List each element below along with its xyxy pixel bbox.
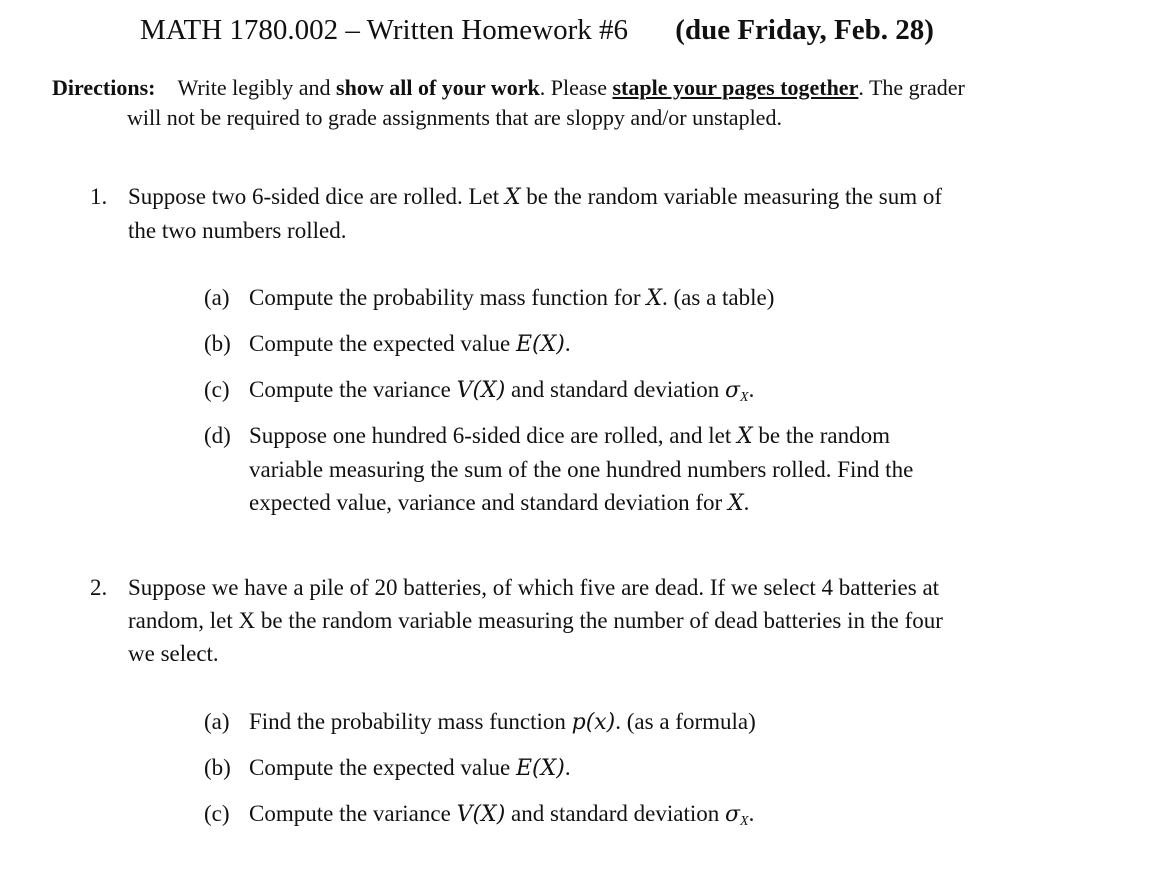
question-1	[90, 180, 1050, 247]
question-line-3: we select.	[128, 641, 219, 666]
subpart-text	[249, 373, 1004, 414]
subpart-line-1a: Suppose one hundred 6-sided dice are rolled, and let	[249, 423, 737, 448]
math-expr: V(X)	[456, 378, 506, 403]
directions-text-1: Write legibly and	[177, 75, 337, 100]
subpart-text-b: .	[748, 377, 755, 402]
subpart-text-b: .	[564, 755, 571, 780]
question-text	[128, 180, 1050, 247]
question-number: 1.	[90, 184, 108, 209]
math-expr: E(X)	[515, 332, 565, 357]
subpart-text	[249, 797, 1004, 838]
math-var: X	[727, 491, 744, 516]
subpart-text-a: Compute the variance	[249, 377, 457, 402]
subpart-text-b: . (as a formula)	[615, 709, 756, 734]
math-expr: X	[646, 286, 662, 311]
subpart-2b	[204, 751, 1004, 797]
question-text-a: Suppose two 6-sided dice are rolled. Let	[128, 184, 505, 209]
subpart-text	[249, 705, 1004, 739]
math-expr: p(x)	[571, 710, 616, 735]
question-line-2: random, let X be the random variable measuring the number of dead batteries in the four	[128, 608, 943, 633]
directions-block	[52, 73, 1052, 133]
question-line-1: Suppose we have a pile of 20 batteries, of which five are dead. If we select 4 batteries at	[128, 575, 940, 600]
subpart-label: (c)	[204, 377, 230, 402]
subpart-text-b: .	[748, 801, 755, 826]
subpart-2a	[204, 705, 1004, 751]
math-expr: E(X)	[515, 756, 565, 781]
subpart-line-3b: .	[743, 490, 750, 515]
directions-line-2: will not be required to grade assignments that are sloppy and/or unstapled.	[127, 105, 782, 130]
subpart-line-2: variable measuring the sum of the one hundred numbers rolled. Find the	[249, 457, 914, 482]
question-number: 2.	[90, 575, 108, 600]
question-1-parts	[204, 281, 1004, 520]
subpart-text	[249, 751, 1004, 785]
subpart-text-a: Compute the variance	[249, 801, 457, 826]
subpart-text-mid: and standard deviation	[505, 377, 725, 402]
subpart-text	[249, 327, 1004, 361]
subpart-1c	[204, 373, 1004, 419]
subpart-text-b: .	[564, 331, 571, 356]
question-2	[90, 571, 1050, 670]
course-title: MATH 1780.002 – Written Homework #6	[140, 14, 629, 46]
subpart-label: (b)	[204, 331, 231, 356]
question-text	[128, 571, 1050, 670]
math-var: X	[504, 185, 521, 210]
directions-line-1	[52, 73, 1052, 103]
subpart-line-1b: be the random	[752, 423, 890, 448]
subpart-1d	[204, 419, 1004, 520]
math-var: X	[736, 424, 753, 449]
subpart-text-a: Find the probability mass function	[249, 709, 572, 734]
math-expr: V(X)	[456, 802, 506, 827]
sigma-subscript: X	[740, 814, 749, 829]
sigma-subscript: X	[740, 390, 749, 405]
sigma-symbol: σ	[725, 378, 741, 403]
subpart-1a	[204, 281, 1004, 327]
subpart-label: (b)	[204, 755, 231, 780]
subpart-label: (a)	[204, 285, 230, 310]
due-date: (due Friday, Feb. 28)	[675, 14, 934, 46]
subpart-text-a: Compute the expected value	[249, 331, 516, 356]
question-text-c: the two numbers rolled.	[128, 218, 347, 243]
page-title	[140, 14, 934, 47]
subpart-label: (c)	[204, 801, 230, 826]
subpart-text	[249, 419, 1004, 520]
subpart-2c	[204, 797, 1004, 843]
subpart-text-mid: and standard deviation	[505, 801, 725, 826]
subpart-text	[249, 281, 1004, 315]
directions-bold: show all of your work	[336, 75, 540, 100]
subpart-text-b: . (as a table)	[662, 285, 775, 310]
subpart-text-a: Compute the probability mass function for	[249, 285, 647, 310]
subpart-line-3a: expected value, variance and standard deviation for	[249, 490, 728, 515]
question-text-b: be the random variable measuring the sum of	[520, 184, 943, 209]
sigma-symbol: σ	[725, 802, 741, 827]
subpart-label: (d)	[204, 423, 231, 448]
subpart-1b	[204, 327, 1004, 373]
directions-text-3: . The grader	[858, 75, 965, 100]
directions-text-2: . Please	[539, 75, 613, 100]
question-2-parts	[204, 705, 1004, 843]
subpart-text-a: Compute the expected value	[249, 755, 516, 780]
subpart-label: (a)	[204, 709, 230, 734]
directions-underline: staple your pages together	[612, 75, 859, 100]
directions-label: Directions:	[52, 75, 156, 100]
